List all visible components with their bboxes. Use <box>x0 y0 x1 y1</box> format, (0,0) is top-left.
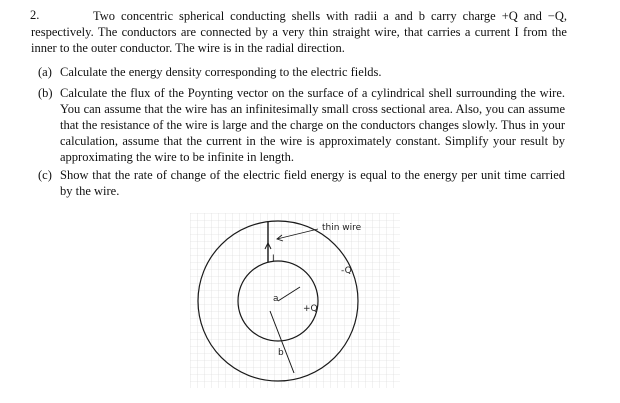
part-b <box>38 85 565 165</box>
part-c <box>38 167 565 199</box>
part-a <box>38 64 565 80</box>
inner-radius-label: a <box>273 294 279 304</box>
problem-number: 2. <box>30 8 40 22</box>
part-a-text: Calculate the energy density corresponding to the electric fields. <box>60 65 382 79</box>
part-b-label: (b) <box>38 86 53 100</box>
graph-paper-grid <box>190 213 400 388</box>
part-b-text: Calculate the flux of the Poynting vector on the surface of a cylindrical shell surrounding the wire. You can assume that the wire has an infinitesimally small cross sectional area. Also, you can assume that the resistance of the wire is large and the charge on the conductors changes slowly. Thus in your calculation, assume that the current in the wire is approximately constant. Simplify your result by approximating the wire to be infinite in length. <box>60 86 565 164</box>
part-a-label: (a) <box>38 65 52 79</box>
outer-radius-label: b <box>278 348 284 358</box>
shells-figure <box>190 213 400 393</box>
shells-diagram <box>190 213 400 388</box>
thin-wire-label: thin wire <box>322 223 362 233</box>
problem-intro: Two concentric spherical conducting shells with radii a and b carry charge +Q and −Q, respectively. The conductors are connected by a very thin straight wire, that carries a current I from the inner to the outer conductor. The wire is in the radial direction. <box>31 9 567 55</box>
outer-charge-label: -Q <box>341 266 352 276</box>
current-label: I <box>272 254 275 264</box>
inner-charge-label: +Q <box>303 304 318 314</box>
part-c-label: (c) <box>38 168 52 182</box>
part-c-text: Show that the rate of change of the electric field energy is equal to the energy per unit time carried by the wire. <box>60 168 565 198</box>
